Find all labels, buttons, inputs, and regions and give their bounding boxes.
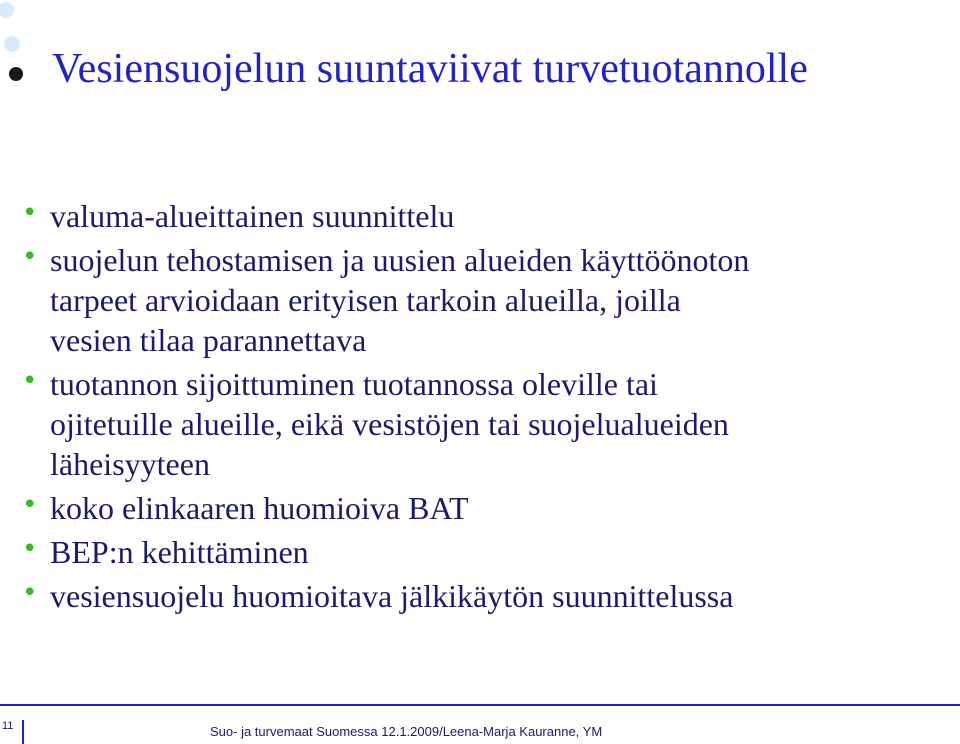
bullet-text: BEP:n kehittäminen: [50, 534, 309, 570]
bullet-icon: •: [22, 242, 38, 272]
decor-dot-light-2: [4, 36, 20, 52]
bullet-item: [20, 240, 950, 360]
bullet-list: [20, 196, 950, 620]
bullet-icon: •: [22, 366, 38, 396]
bullet-item: [20, 532, 950, 572]
bullet-item: [20, 488, 950, 528]
bullet-text: ojitetuille alueille, eikä vesistöjen tai suojelualueiden: [50, 406, 729, 442]
bullet-text: vesiensuojelu huomioitava jälkikäytön suunnittelussa: [50, 578, 734, 614]
bullet-text: tarpeet arvioidaan erityisen tarkoin alueilla, joilla: [50, 282, 681, 318]
bullet-icon: •: [22, 578, 38, 608]
bullet-text: suojelun tehostamisen ja uusien alueiden käyttöönoton: [50, 242, 750, 278]
footer-text: Suo- ja turvemaat Suomessa 12.1.2009/Leena-Marja Kauranne, YM: [210, 724, 603, 739]
bullet-text: vesien tilaa parannettava: [50, 322, 367, 358]
decor-dot-light-1: [0, 2, 14, 18]
bullet-item: [20, 196, 950, 236]
bullet-icon: •: [22, 198, 38, 228]
bullet-text: koko elinkaaren huomioiva BAT: [50, 490, 469, 526]
bullet-item: [20, 576, 950, 616]
bullet-icon: •: [22, 490, 38, 520]
decor-dot-dark: [9, 67, 23, 81]
bullet-icon: •: [22, 534, 38, 564]
slide-title: Vesiensuojelun suuntaviivat turvetuotannolle: [52, 46, 808, 92]
bullet-text: läheisyyteen: [50, 446, 210, 482]
bullet-text: tuotannon sijoittuminen tuotannossa oleville tai: [50, 366, 658, 402]
slide-number: 11: [0, 720, 24, 744]
bullet-text: valuma-alueittainen suunnittelu: [50, 198, 455, 234]
bullet-item: [20, 364, 950, 484]
footer-divider: [0, 704, 960, 706]
